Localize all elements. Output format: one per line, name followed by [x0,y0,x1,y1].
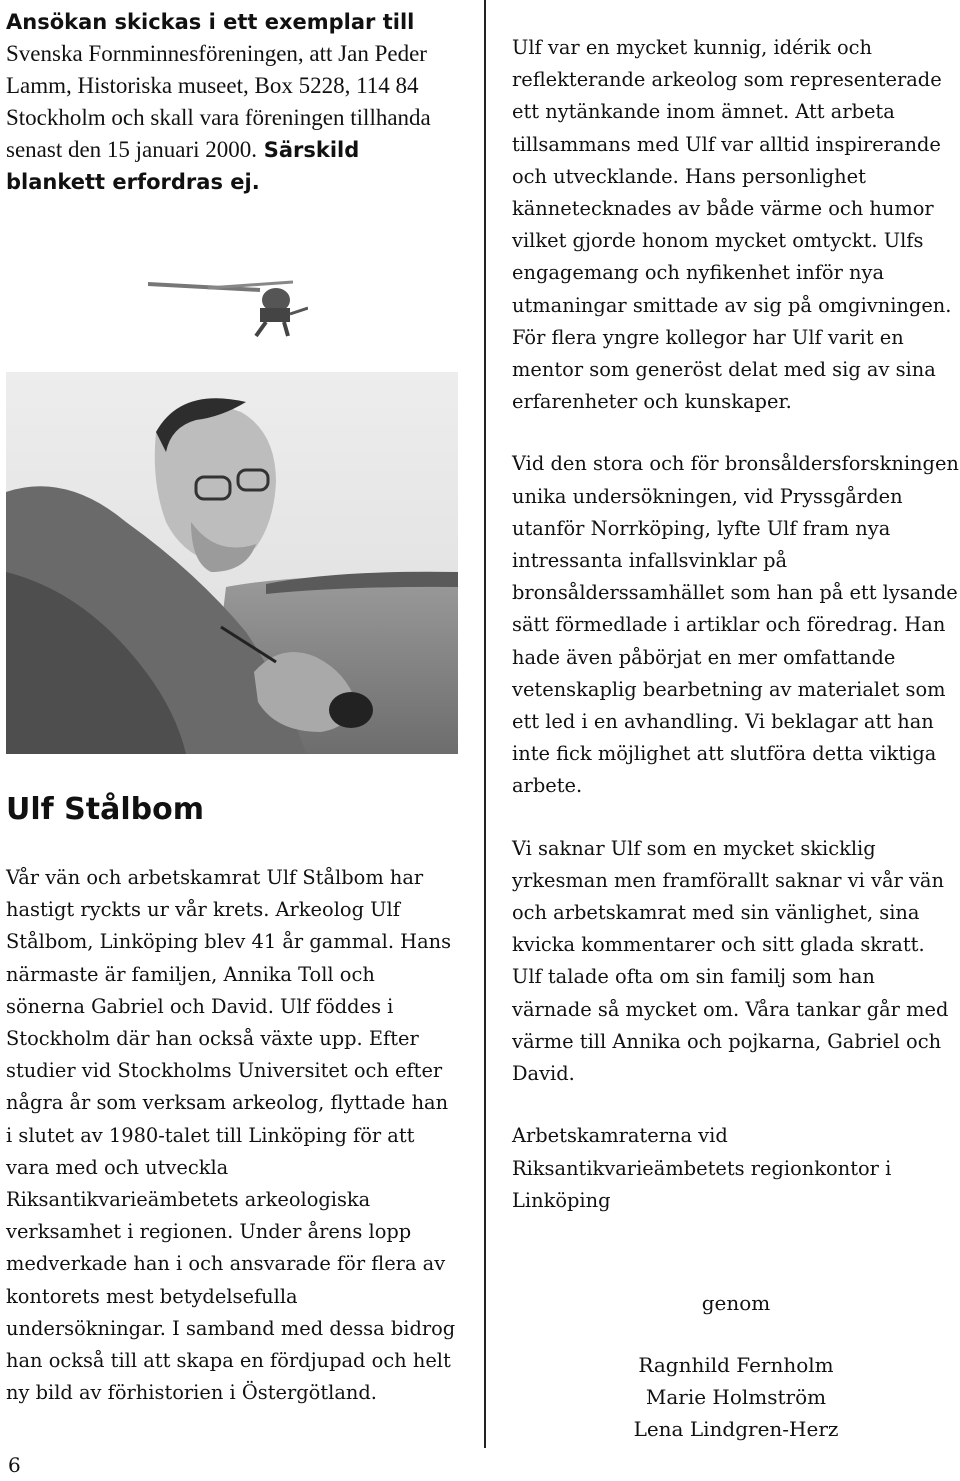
notice-bold-intro: Ansökan skickas i ett exemplar till [6,10,415,34]
signature-via: genom [701,1291,771,1315]
paragraph-colleagues: Arbetskamraterna vid Riksantikvarieämbetets regionkontor i Linköping [512,1124,892,1212]
column-divider [484,0,486,1448]
paragraph-personality: Ulf var en mycket kunnig, idérik och reflekterande arkeolog som representerade ett nytänkande inom ämnet. Att arbeta tillsammans med Ulf var alltid inspirerande och utvecklande. Hans personlighet kännetecknades av både värme och humor vilket gjorde honom mycket omtyckt. Ulfs engagemang och nyfikenhet inför nya utmaningar smittade av sig på omgivningen. För flera yngre kollegor har Ulf varit en mentor som generöst delat med sig av sina erfarenheter och kunskaper. [512,36,952,414]
portrait-photo [6,372,458,754]
page-number: 6 [8,1453,21,1477]
paragraph-remembrance: Vi saknar Ulf som en mycket skicklig yrkesman men framförallt saknar vi vår vän och arbetskamrat med sin vänlighet, sina kvicka kommentarer och sitt glada skratt. Ulf talade ofta om sin familj som han värnade så mycket om. Våra tankar går med värme till Annika och pojkarna, Gabriel och David. [512,836,949,1086]
obituary-heading: Ulf Stålbom [6,792,204,827]
signature-block [512,1287,960,1445]
obituary-left-text: Vår vän och arbetskamrat Ulf Stålbom har hastigt ryckts ur vår krets. Arkeolog Ulf Stålbom, Linköping blev 41 år gammal. Hans närmaste är familjen, Annika Toll och sönerna Gabriel och David. Ulf föddes i Stockholm där han också växte upp. Efter studier vid Stockholms Universitet och efter några år som verksam arkeolog, flyttade han i slutet av 1980-talet till Linköping för att vara med och utveckla Riksantikvarieämbetets arkeologiska verksamhet i regionen. Under årens lopp medverkade han i och ansvarade för flera av kontorets mest betydelsefulla undersökningar. I samband med dessa bidrog han också till att skapa en fördjupad och helt ny bild av förhistorien i Östergötland. [6,866,456,1405]
notice-text: Svenska Fornminnesföreningen, att Jan Peder Lamm, Historiska museet, Box 5228, 114 84 Stockholm och skall vara föreningen tillhanda senast den 15 januari 2000. [6,41,431,162]
application-notice [6,6,456,198]
signature-name-3: Lena Lindgren-Herz [633,1417,839,1441]
paragraph-research: Vid den stora och för bronsåldersforskningen unika undersökningen, vid Pryssgården utanför Norrköping, lyfte Ulf fram nya intressanta infallsvinklar på bronsålderssamhället som han på ett lysande sätt förmedlade i artiklar och föredrag. Han hade även påbörjat en mer omfattande vetenskaplig bearbetning av materialet som ett led i en avhandling. Vi beklagar att han inte fick möjlighet att slutföra detta viktiga arbete. [512,452,959,798]
notice-bold-end: Särskild blankett erfordras ej. [6,138,360,194]
signature-name-2: Marie Holmström [645,1385,827,1409]
signature-name-1: Ragnhild Fernholm [638,1353,834,1377]
right-column [512,32,960,1247]
left-column [6,6,456,198]
helicopter-logo-icon [148,270,308,340]
